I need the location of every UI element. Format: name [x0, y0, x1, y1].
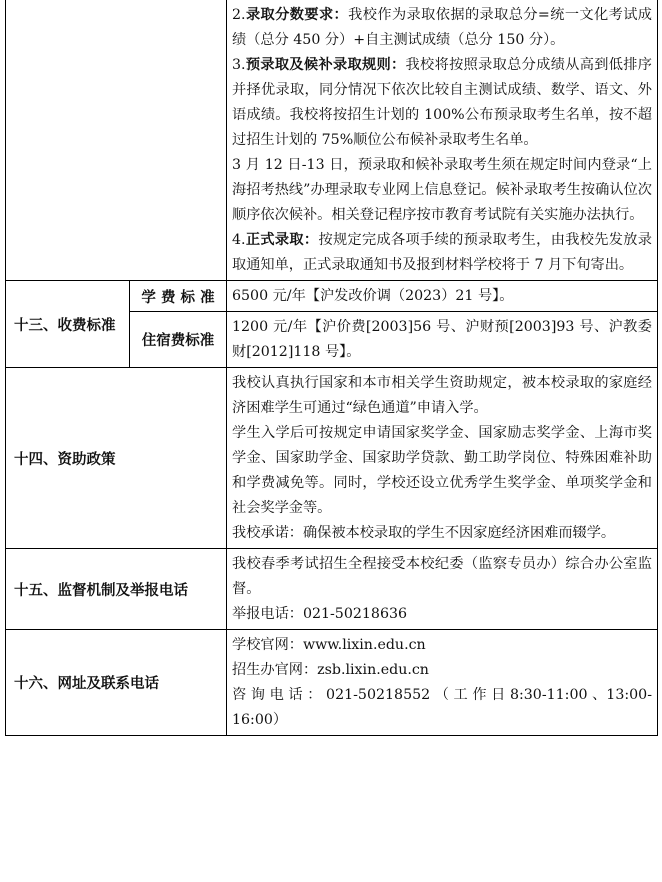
aid-paragraph-1: 我校认真执行国家和本市相关学生资助规定，被本校录取的家庭经济困难学生可通过“绿色通道”申请入学。	[232, 375, 652, 416]
score-requirement-text: 我校作为录取依据的录取总分=统一文化考试成绩（总分 450 分）+自主测试成绩（总分 150 分）。	[232, 7, 652, 48]
inquiry-phone: 咨 询 电 话 ： 021-50218552 （ 工 作 日 8:30-11:00 、13:00-16:00）	[232, 687, 652, 728]
pre-admission-text: 我校将按照录取总分成绩从高到低排序并择优录取，同分情况下依次比较自主测试成绩、数学、语文、外语成绩。我校将按招生计划的 100%公布预录取考生名单，按不超过招生计划的 75%顺位公布候补录取考生名单。	[232, 57, 652, 148]
formal-admission-text: 按规定完成各项手续的预录取考生，由我校先发放录取通知单，正式录取通知书及报到材料学校将于 7 月下旬寄出。	[232, 232, 652, 273]
supervision-row	[6, 549, 658, 630]
fees-section-label: 十三、收费标准	[6, 281, 130, 368]
aid-row	[6, 368, 658, 549]
pre-admission-title: 预录取及候补录取规则：	[245, 57, 406, 73]
supervision-paragraph: 我校春季考试招生全程接受本校纪委（监察专员办）综合办公室监督。	[232, 556, 652, 597]
tuition-label: 学 费 标 准	[130, 281, 227, 312]
pre-admission-paragraph: 3.预录取及候补录取规则：我校将按照录取总分成绩从高到低排序并择优录取，同分情况下依次比较自主测试成绩、数学、语文、外语成绩。我校将按招生计划的 100%公布预录取考生名单，按不超过招生计划的 75%顺位公布候补录取考生名单。	[232, 57, 652, 148]
supervision-section-label: 十五、监督机制及举报电话	[6, 549, 227, 630]
lodging-label: 住宿费标准	[130, 312, 227, 368]
admission-rules-label-cell	[6, 0, 227, 281]
tuition-row	[6, 281, 658, 312]
admission-rules-content	[227, 0, 658, 281]
contact-row	[6, 630, 658, 736]
aid-paragraph-3: 我校承诺：确保被本校录取的学生不因家庭经济困难而辍学。	[232, 525, 616, 541]
school-website: 学校官网：www.lixin.edu.cn	[232, 637, 426, 653]
score-requirement-paragraph: 2.录取分数要求：我校作为录取依据的录取总分=统一文化考试成绩（总分 450 分）+自主测试成绩（总分 150 分）。	[232, 7, 652, 48]
score-requirement-title: 录取分数要求：	[245, 7, 349, 23]
supervision-content	[227, 549, 658, 630]
formal-admission-title: 正式录取：	[245, 232, 319, 248]
admission-rules-row	[6, 0, 658, 281]
aid-content	[227, 368, 658, 549]
report-phone: 举报电话：021-50218636	[232, 606, 408, 622]
lodging-value: 1200 元/年【沪价费[2003]56 号、沪财预[2003]93 号、沪教委财[2012]118 号】。	[227, 312, 658, 368]
tuition-value: 6500 元/年【沪发改价调（2023）21 号】。	[227, 281, 658, 312]
aid-paragraph-2: 学生入学后可按规定申请国家奖学金、国家励志奖学金、上海市奖学金、国家助学金、国家助学贷款、勤工助学岗位、特殊困难补助和学费减免等。同时，学校还设立优秀学生奖学金、单项奖学金和社会奖学金等。	[232, 425, 652, 516]
contact-content	[227, 630, 658, 736]
admissions-website: 招生办官网：zsb.lixin.edu.cn	[232, 662, 429, 678]
contact-section-label: 十六、网址及联系电话	[6, 630, 227, 736]
registration-paragraph: 3 月 12 日-13 日，预录取和候补录取考生须在规定时间内登录“上海招考热线”办理录取专业网上信息登记。候补录取考生按确认位次顺序依次候补。相关登记程序按市教育考试院有关实施办法执行。	[232, 157, 652, 223]
aid-section-label: 十四、资助政策	[6, 368, 227, 549]
formal-admission-paragraph: 4.正式录取：按规定完成各项手续的预录取考生，由我校先发放录取通知单，正式录取通知书及报到材料学校将于 7 月下旬寄出。	[232, 232, 652, 273]
admission-info-table	[5, 0, 658, 736]
